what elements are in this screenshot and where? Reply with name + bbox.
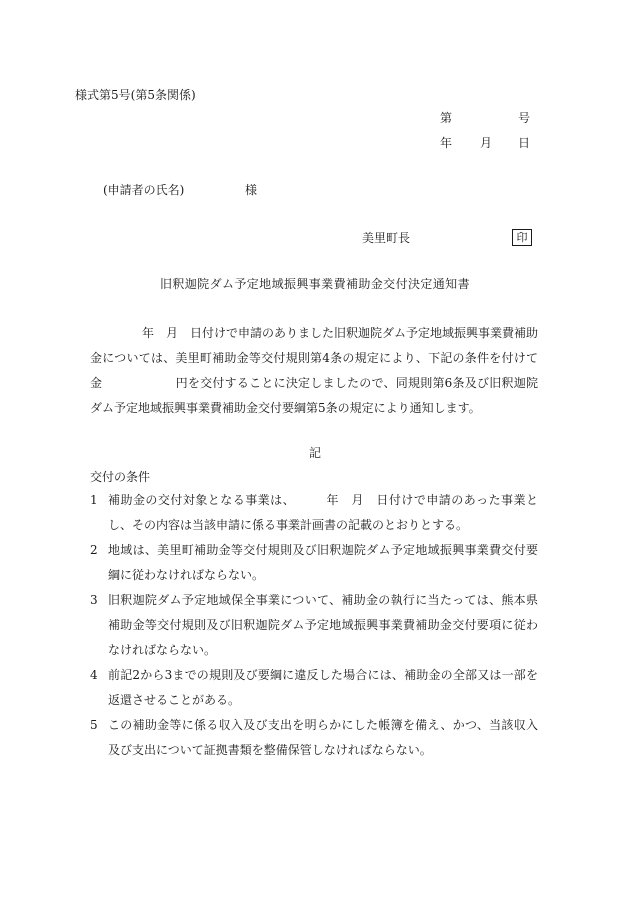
condition-text: 前記2から3までの規則及び要綱に違反した場合には、補助金の全部又は一部を返還させることがある。 bbox=[108, 668, 538, 707]
condition-item bbox=[90, 663, 538, 713]
date-year: 年 bbox=[440, 136, 453, 150]
seal-mark: 印 bbox=[512, 229, 532, 246]
honorific: 様 bbox=[245, 183, 258, 197]
condition-item bbox=[90, 713, 538, 763]
condition-number: 2 bbox=[90, 543, 98, 557]
condition-item bbox=[90, 538, 538, 588]
date-month: 月 bbox=[480, 136, 493, 150]
conditions-title: 交付の条件 bbox=[90, 470, 151, 484]
document-title: 旧釈迦院ダム予定地域振興事業費補助金交付決定通知書 bbox=[159, 277, 470, 291]
condition-text: 地域は、美里町補助金等交付規則及び旧釈迦院ダム予定地域振興事業費交付要綱に従わなければならない。 bbox=[108, 543, 538, 582]
document-number-suffix: 号 bbox=[518, 111, 531, 125]
applicant-name: (申請者の氏名) bbox=[103, 183, 185, 197]
issuer-title: 美里町長 bbox=[362, 231, 411, 245]
document-number-prefix: 第 bbox=[440, 111, 453, 125]
condition-text: 旧釈迦院ダム予定地域保全事業について、補助金の執行に当たっては、熊本県補助金等交付規則及び旧釈迦院ダム予定地域振興事業費補助金交付要項に従わなければならない。 bbox=[108, 593, 538, 657]
condition-number: 4 bbox=[90, 668, 98, 682]
condition-text: この補助金等に係る収入及び支出を明らかにした帳簿を備え、かつ、当該収入及び支出について証拠書類を整備保管しなければならない。 bbox=[108, 718, 538, 757]
condition-item bbox=[90, 488, 538, 538]
form-number: 様式第5号(第5条関係) bbox=[75, 88, 196, 102]
condition-number: 5 bbox=[90, 718, 98, 732]
notice-body bbox=[90, 321, 538, 421]
condition-number: 3 bbox=[90, 593, 98, 607]
condition-number: 1 bbox=[90, 493, 98, 507]
date-day: 日 bbox=[518, 136, 531, 150]
ki-heading: 記 bbox=[308, 446, 321, 460]
notice-body-text: 年 月 日付けで申請のありました旧釈迦院ダム予定地域振興事業費補助金については、美里町補助金等交付規則第4条の規定により、下記の条件を付けて金 円を交付することに決定しましたので、同規則第6条及び旧釈迦院ダム予定地域振興事業費補助金交付要綱第5条の規定により通知します。 bbox=[90, 326, 539, 415]
condition-item bbox=[90, 588, 538, 663]
condition-text: 補助金の交付対象となる事業は、 年 月 日付けで申請のあった事業とし、その内容は当該申請に係る事業計画書の記載のとおりとする。 bbox=[108, 493, 538, 532]
conditions-list bbox=[90, 488, 538, 763]
